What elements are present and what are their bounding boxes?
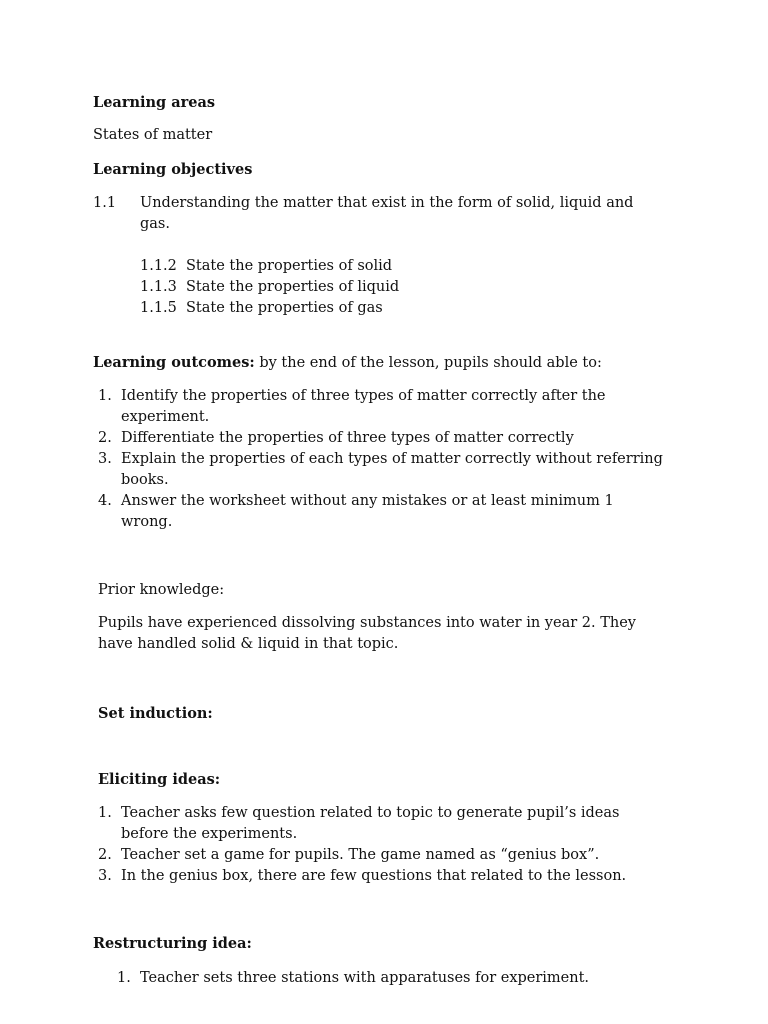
sub-objective-code: 1.1.5 — [140, 300, 177, 316]
outcome-text: Answer the worksheet without any mistakes or at least minimum 1 — [121, 493, 614, 509]
restructuring-text: Teacher sets three stations with apparatuses for experiment. — [140, 970, 590, 986]
eliciting-number: 3. — [98, 868, 112, 884]
sub-objective-code: 1.1.3 — [140, 279, 177, 295]
sub-objective — [140, 256, 392, 277]
sub-objective — [140, 298, 383, 319]
outcome-text: books. — [121, 472, 169, 488]
learning-areas-value: States of matter — [93, 127, 213, 143]
outcome-text: Explain the properties of each types of matter correctly without referring — [121, 451, 663, 467]
restructuring-number: 1. — [117, 970, 131, 986]
set-induction-heading: Set induction: — [98, 705, 213, 722]
objective-line-1: Understanding the matter that exist in the form of solid, liquid and — [140, 195, 634, 211]
eliciting-text: before the experiments. — [121, 826, 298, 842]
prior-knowledge-text: have handled solid & liquid in that topic. — [98, 636, 399, 652]
sub-objective-text: State the properties of solid — [186, 258, 393, 274]
outcome-text: wrong. — [121, 514, 173, 530]
prior-knowledge-heading: Prior knowledge: — [98, 582, 225, 598]
learning-outcomes-line — [93, 352, 602, 374]
prior-knowledge-text: Pupils have experienced dissolving substances into water in year 2. They — [98, 615, 636, 631]
eliciting-text: Teacher asks few question related to topic to generate pupil’s ideas — [121, 805, 620, 821]
sub-objective-text: State the properties of liquid — [186, 279, 400, 295]
objective-number: 1.1 — [93, 195, 117, 211]
eliciting-text: In the genius box, there are few questions that related to the lesson. — [121, 868, 627, 884]
eliciting-ideas-heading: Eliciting ideas: — [98, 771, 221, 788]
outcome-text: Identify the properties of three types of matter correctly after the — [121, 388, 606, 404]
outcome-text: Differentiate the properties of three types of matter correctly — [121, 430, 574, 446]
learning-outcomes-intro: by the end of the lesson, pupils should able to: — [254, 355, 602, 371]
sub-objective — [140, 277, 399, 298]
outcome-number: 4. — [98, 493, 112, 509]
outcome-number: 2. — [98, 430, 112, 446]
outcome-number: 1. — [98, 388, 112, 404]
sub-objective-text: State the properties of gas — [186, 300, 383, 316]
learning-objectives-heading: Learning objectives — [93, 161, 253, 178]
restructuring-idea-heading: Restructuring idea: — [93, 935, 252, 952]
learning-areas-heading: Learning areas — [93, 94, 216, 111]
eliciting-number: 2. — [98, 847, 112, 863]
sub-objective-code: 1.1.2 — [140, 258, 177, 274]
outcome-number: 3. — [98, 451, 112, 467]
outcome-text: experiment. — [121, 409, 210, 425]
objective-line-2: gas. — [140, 216, 170, 232]
eliciting-number: 1. — [98, 805, 112, 821]
learning-outcomes-heading: Learning outcomes: — [93, 354, 255, 371]
eliciting-text: Teacher set a game for pupils. The game named as “genius box”. — [121, 847, 600, 863]
